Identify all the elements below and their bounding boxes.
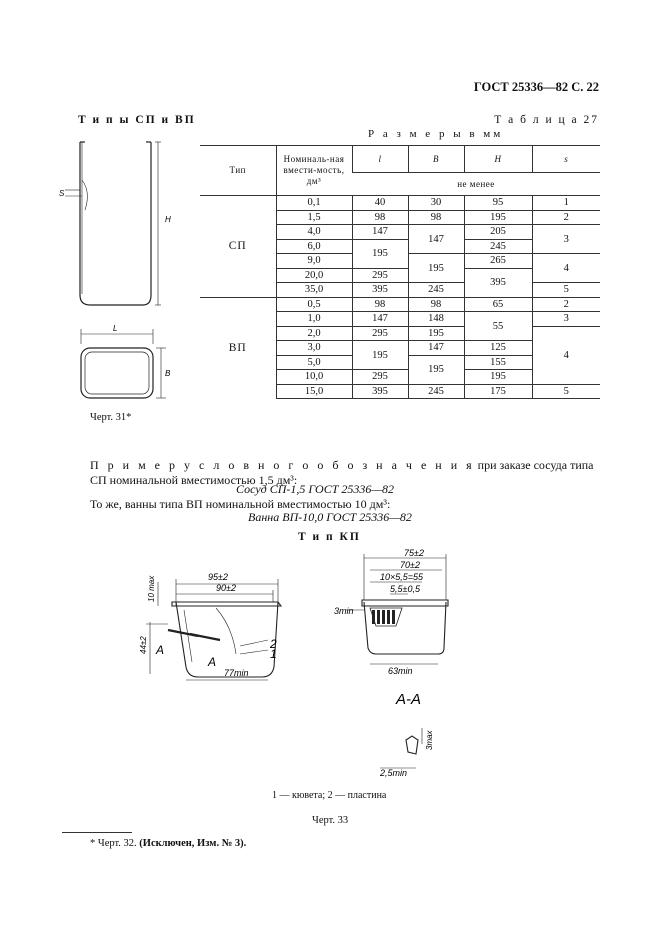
table-cell: 1,0: [276, 312, 352, 327]
table-cell: 4: [532, 326, 600, 384]
dim-3max: 3max: [425, 730, 434, 750]
plate-teeth: [372, 610, 395, 624]
table-cell: 155: [464, 355, 532, 370]
dimensions-table: [200, 145, 600, 399]
table-cell: 245: [464, 239, 532, 254]
example-same-text: То же, ванны типа ВП номинальной вместимостью 10 дм³:: [90, 497, 391, 511]
table-cell: 98: [352, 297, 408, 312]
table-cell: 195: [464, 370, 532, 385]
designation-vp: Ванна ВП-10,0 ГОСТ 25336—82: [248, 510, 412, 524]
table-cell: 40: [352, 196, 408, 211]
table-cell: 95: [464, 196, 532, 211]
dim-55: 5,5±0,5: [390, 584, 420, 594]
table-cell: 5: [532, 283, 600, 298]
table-cell: 205: [464, 225, 532, 240]
dim-10max: 10 max: [147, 575, 156, 602]
table-cell: 1: [532, 196, 600, 211]
types-title: Т и п ы СП и ВП: [78, 114, 196, 126]
table-cell: 195: [464, 210, 532, 225]
page-header: ГОСТ 25336—82 С. 22: [473, 80, 599, 94]
dim-3min: 3min: [334, 606, 354, 616]
footnote: [90, 838, 246, 849]
table-cell: 65: [464, 297, 532, 312]
designation-sp: Сосуд СП-1,5 ГОСТ 25336—82: [236, 482, 395, 496]
table-cell: 245: [408, 283, 464, 298]
col-h: H: [464, 146, 532, 173]
table-cell: 148: [408, 312, 464, 327]
table-cell: 147: [352, 312, 408, 327]
table-cell: 195: [352, 341, 408, 370]
table-cell: 2: [532, 210, 600, 225]
fig31-b-label: B: [165, 369, 171, 378]
table-cell: 20,0: [276, 268, 352, 283]
table-cell: 195: [408, 326, 464, 341]
dim-90: 90±2: [216, 583, 236, 593]
table-cell: 10,0: [276, 370, 352, 385]
callout-1: 1: [270, 647, 277, 661]
table-cell: 265: [464, 254, 532, 269]
dim-70: 70±2: [400, 560, 420, 570]
table-cell: 6,0: [276, 239, 352, 254]
footnote-bold: (Исключен, Изм. № 3).: [139, 838, 247, 849]
col-s: s: [532, 146, 600, 173]
section-a-left: A: [156, 643, 165, 657]
fig31-h-label: H: [165, 215, 171, 224]
dim-77: 77min: [224, 668, 249, 678]
table-cell: 245: [408, 384, 464, 399]
section-aa-label: A-A: [396, 691, 422, 708]
table-cell: 2,0: [276, 326, 352, 341]
footnote-text: * Черт. 32.: [90, 838, 140, 849]
footnote-divider: [62, 832, 132, 833]
table-cell: 3,0: [276, 341, 352, 356]
table-cell: 395: [352, 283, 408, 298]
table-cell: 35,0: [276, 283, 352, 298]
table-cell: 3: [532, 312, 600, 327]
fig33-caption: Черт. 33: [312, 815, 349, 826]
fig31-s-label: S: [59, 189, 65, 198]
table-cell: 5: [532, 384, 600, 399]
table-cell: 4: [532, 254, 600, 283]
table-cell: 5,0: [276, 355, 352, 370]
type-sp: СП: [200, 196, 276, 298]
table-cell: 295: [352, 370, 408, 385]
example-text: при заказе сосуда типа СП номинальной вместимостью 1,5 дм³:: [90, 458, 594, 487]
type-vp: ВП: [200, 297, 276, 399]
table-cell: 15,0: [276, 384, 352, 399]
fig31-caption: Черт. 31*: [90, 412, 132, 423]
table-cell: 147: [408, 225, 464, 254]
dim-25: 2,5min: [380, 768, 408, 778]
cuvette-side-drawing: [128, 562, 298, 687]
dim-10x55: 10×5,5=55: [380, 572, 424, 582]
table-cell: 0,1: [276, 196, 352, 211]
table-cell: 147: [408, 341, 464, 356]
table-cell: 0,5: [276, 297, 352, 312]
table-label: Т а б л и ц а 27: [494, 114, 599, 126]
dim-63: 63min: [388, 666, 413, 676]
col-capacity: Номиналь-ная вмести-мость, дм³: [276, 146, 352, 196]
cuvette-front-drawing: [334, 548, 474, 680]
kp-title: Т и п КП: [298, 531, 361, 543]
col-l: l: [352, 146, 408, 173]
table-caption: Р а з м е р ы в мм: [368, 128, 504, 140]
table-cell: 98: [408, 297, 464, 312]
vessel-drawing-fig31: [55, 130, 195, 410]
table-cell: 3: [532, 225, 600, 254]
fig31-l-label: L: [113, 324, 118, 333]
table-cell: 9,0: [276, 254, 352, 269]
example-lead: П р и м е р у с л о в н о г о о б о з н а ч е н и я: [90, 458, 475, 472]
table-cell: 395: [352, 384, 408, 399]
table-cell: 195: [408, 355, 464, 384]
fig33-legend: 1 — кювета; 2 — пластина: [272, 790, 387, 801]
table-cell: 195: [352, 239, 408, 268]
table-cell: 4,0: [276, 225, 352, 240]
table-cell: 195: [408, 254, 464, 283]
table-cell: 295: [352, 268, 408, 283]
section-a-right: A: [208, 655, 217, 669]
dim-44: 44±2: [139, 636, 148, 654]
table-cell: 395: [464, 268, 532, 297]
table-cell: 295: [352, 326, 408, 341]
table-cell: 1,5: [276, 210, 352, 225]
table-cell: 125: [464, 341, 532, 356]
table-cell: 98: [352, 210, 408, 225]
col-b: B: [408, 146, 464, 173]
table-cell: 2: [532, 297, 600, 312]
table-cell: 30: [408, 196, 464, 211]
table-cell: 175: [464, 384, 532, 399]
table-cell: 98: [408, 210, 464, 225]
dim-95: 95±2: [208, 572, 228, 582]
col-type: Тип: [200, 146, 276, 196]
dim-75: 75±2: [404, 548, 424, 558]
table-cell: 55: [464, 312, 532, 341]
col-min: не менее: [352, 173, 600, 196]
callout-2: 2: [270, 637, 277, 651]
section-aa-drawing: [360, 684, 460, 784]
table-cell: 147: [352, 225, 408, 240]
